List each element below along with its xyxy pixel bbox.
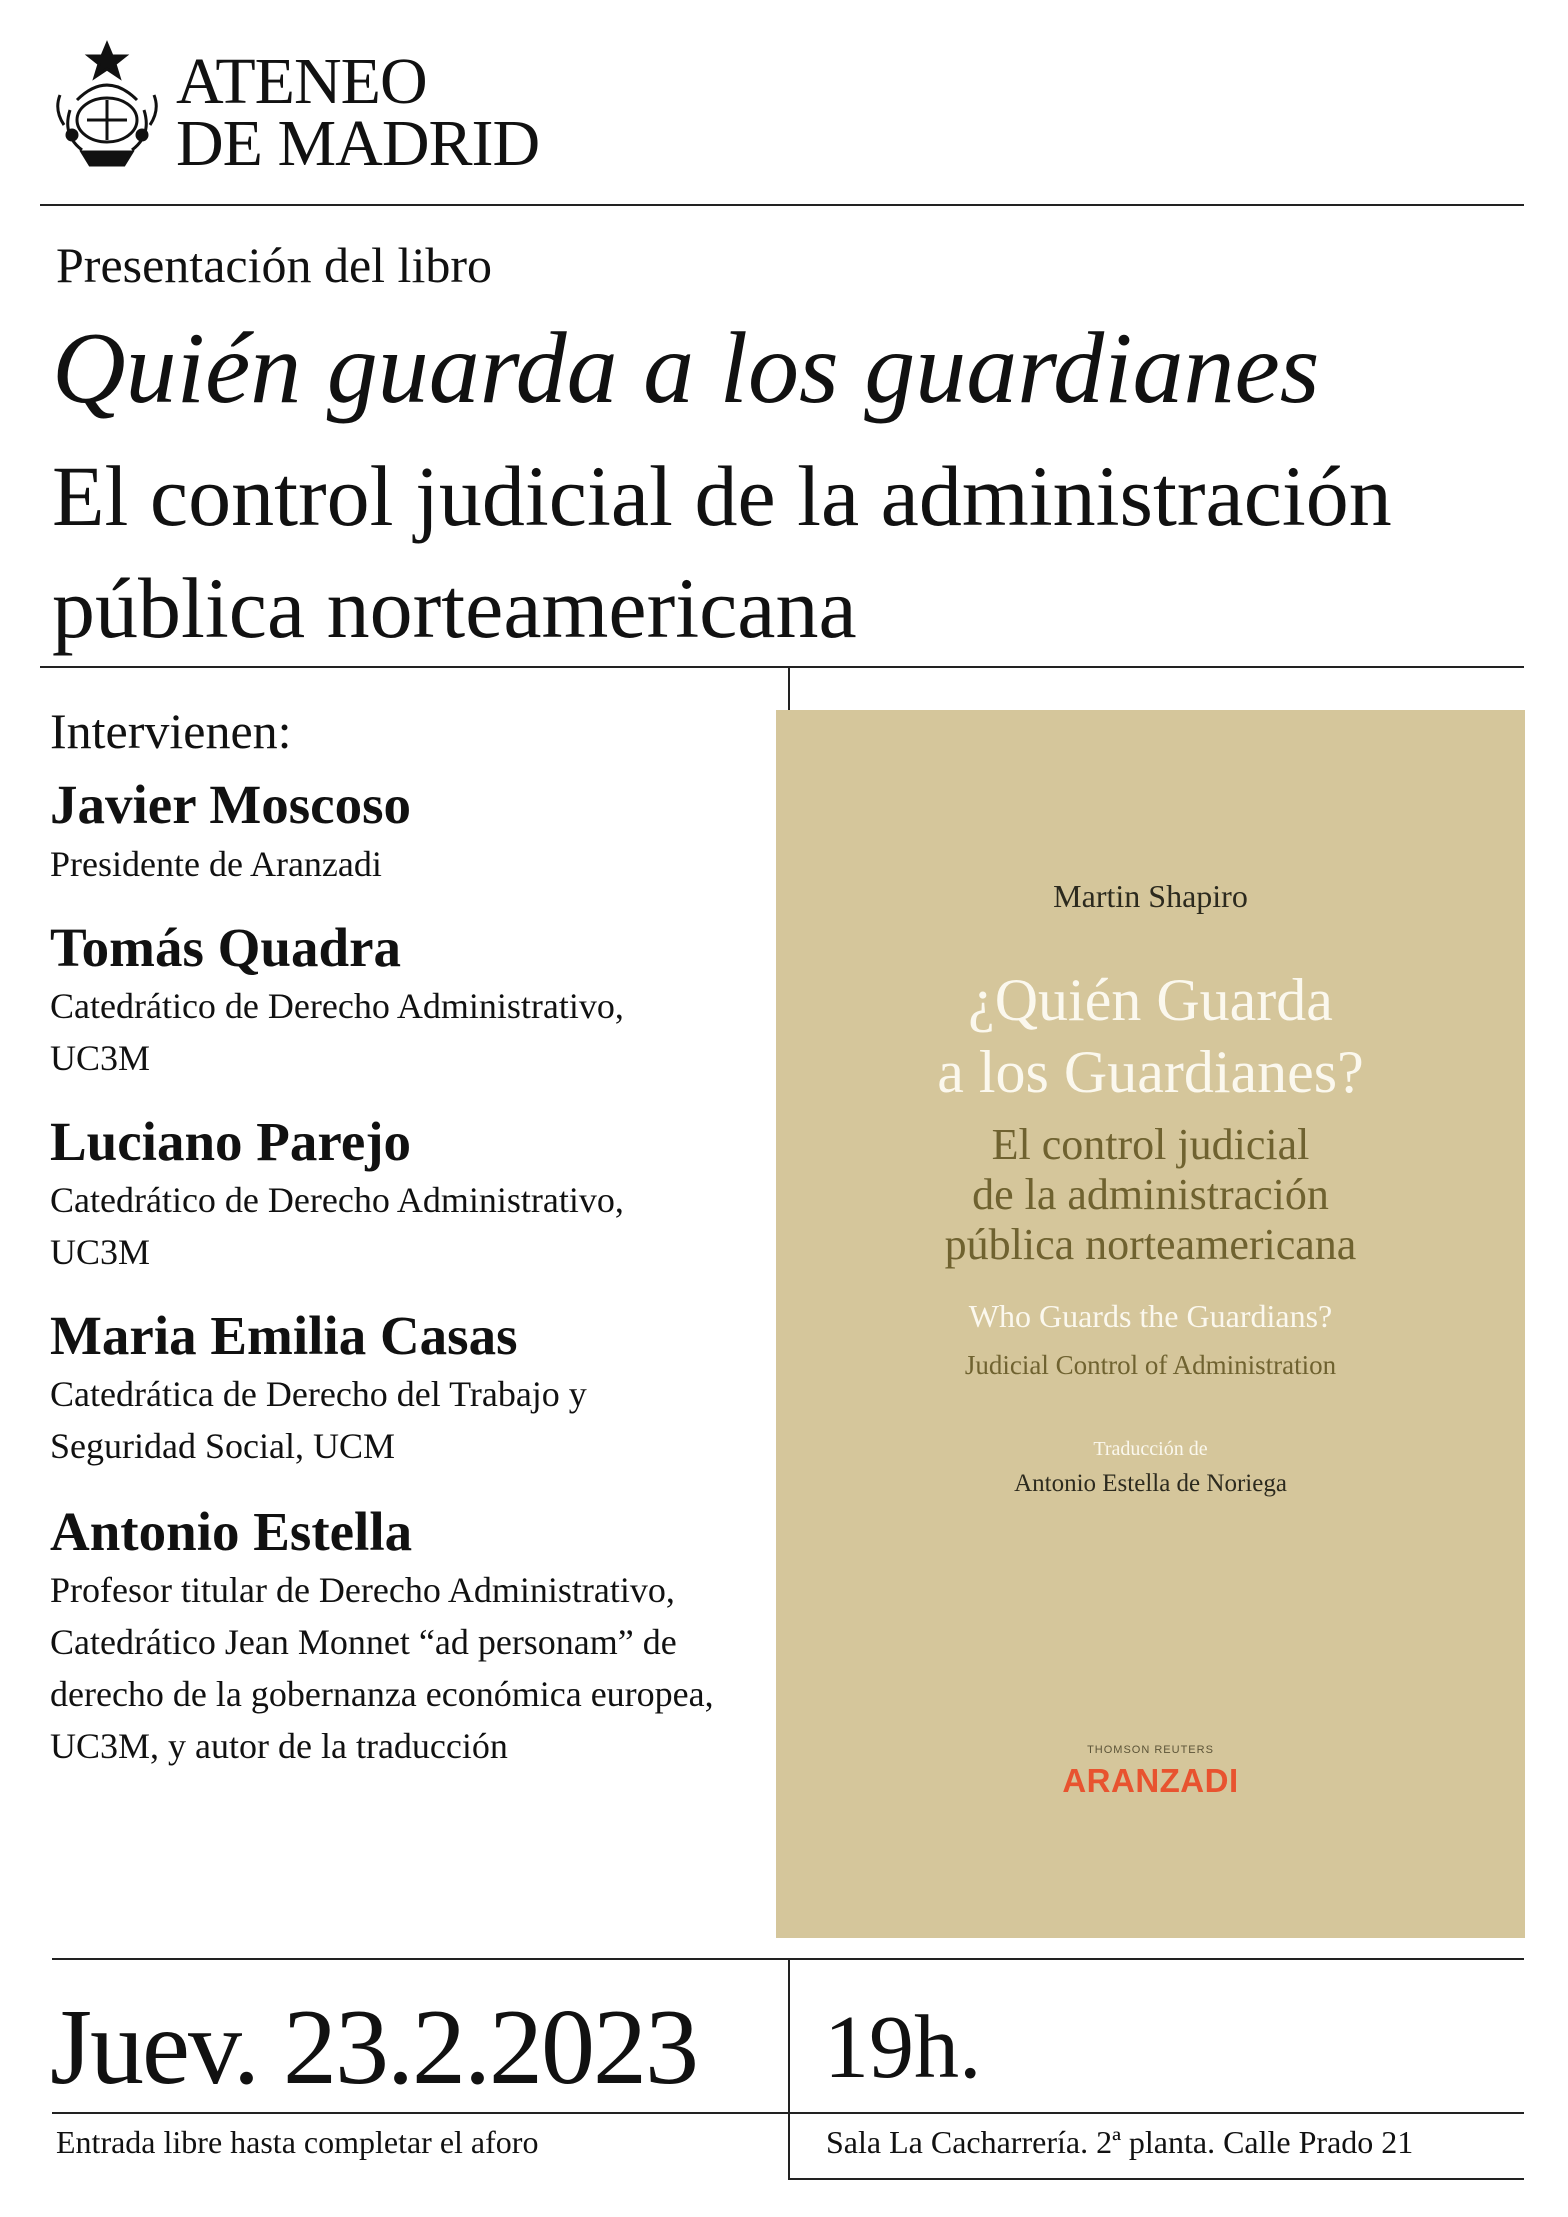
column-divider-top: [788, 666, 790, 710]
cover-translation-label: Traducción de: [1093, 1438, 1208, 1460]
footer-column-divider: [788, 1958, 790, 2180]
cover-english-subtitle: Judicial Control of Administration: [964, 1350, 1337, 1380]
speaker-role: Catedrático de Derecho Administrativo, UC3M: [50, 986, 624, 1078]
title-divider: [40, 666, 1524, 668]
event-date: Juev. 23.2.2023: [50, 1988, 697, 2107]
top-divider: [40, 204, 1524, 206]
book-subtitle: El control judicial de la administración pública norteamericana: [52, 448, 1392, 656]
logo-line-madrid: DE MADRID: [176, 107, 540, 180]
cover-publisher-small: THOMSON REUTERS: [1087, 1744, 1214, 1756]
speaker-name: Tomás Quadra: [50, 917, 401, 978]
book-cover-image: [776, 710, 1525, 1938]
speaker-role: Profesor titular de Derecho Administrativo, Catedrático Jean Monnet “ad personam” de derecho de la gobernanza económica europea, UC3M, y autor de la traducción: [50, 1570, 714, 1766]
speakers-heading: Intervienen:: [50, 703, 292, 759]
ateneo-crest-icon: [52, 40, 162, 175]
cover-title-line: a los Guardianes?: [937, 1039, 1364, 1105]
cover-author: Martin Shapiro: [1053, 878, 1248, 914]
entry-note: Entrada libre hasta completar el aforo: [56, 2124, 539, 2160]
venue-address: Sala La Cacharrería. 2ª planta. Calle Prado 21: [826, 2124, 1414, 2160]
cover-english-title: Who Guards the Guardians?: [968, 1298, 1333, 1334]
event-label: Presentación del libro: [56, 237, 492, 293]
cover-subtitle-line: pública norteamericana: [944, 1220, 1357, 1269]
speaker-name: Antonio Estella: [50, 1501, 413, 1562]
speaker-name: Luciano Parejo: [50, 1111, 412, 1172]
speaker-role: Presidente de Aranzadi: [50, 844, 382, 884]
event-time: 19h.: [824, 1998, 982, 2097]
logo-line-ateneo: ATENEO: [176, 45, 427, 118]
book-title: Quién guarda a los guardianes: [52, 312, 1320, 425]
cover-title-line: ¿Quién Guarda: [968, 967, 1333, 1033]
footer-bottom-divider: [788, 2178, 1524, 2180]
cover-subtitle-line: de la administración: [972, 1170, 1329, 1219]
cover-publisher-logo: ARANZADI: [1062, 1762, 1239, 1799]
speaker-name: Maria Emilia Casas: [50, 1305, 518, 1366]
speaker-role: Catedrática de Derecho del Trabajo y Seguridad Social, UCM: [50, 1374, 587, 1466]
cover-translator: Antonio Estella de Noriega: [1014, 1470, 1287, 1497]
cover-subtitle-line: El control judicial: [991, 1120, 1310, 1169]
speaker-role: Catedrático de Derecho Administrativo, UC3M: [50, 1180, 624, 1272]
speaker-name: Javier Moscoso: [50, 774, 411, 835]
cover-subtitle: [776, 1120, 1525, 1270]
footer-mid-divider: [52, 2112, 1524, 2114]
cover-title: [776, 964, 1525, 1108]
